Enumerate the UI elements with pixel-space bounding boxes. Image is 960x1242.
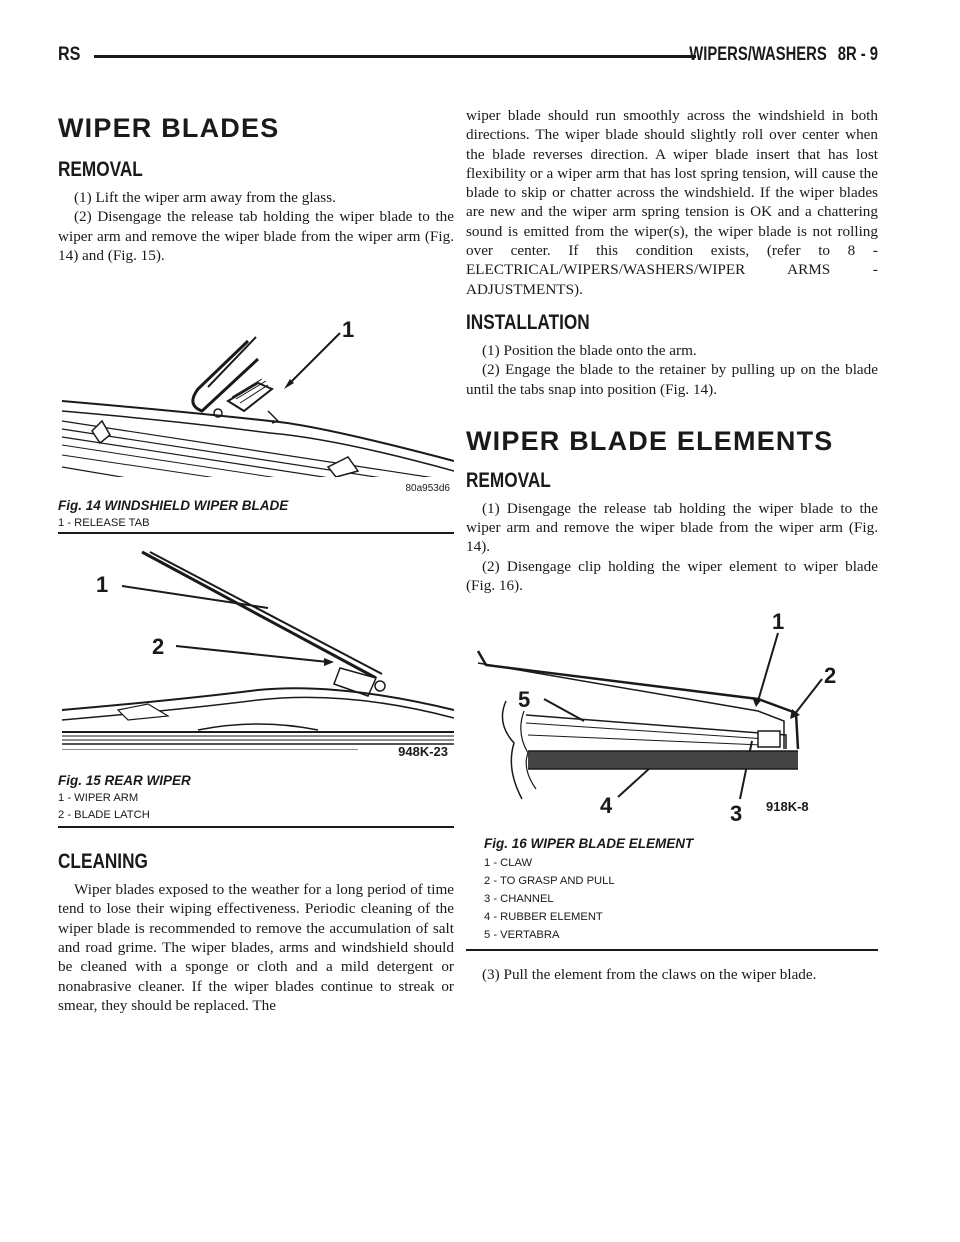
header-page-number: 8R - 9 <box>837 44 878 65</box>
removal2-step-1: (1) Disengage the release tab holding the wiper blade to the wiper arm and remove the wiper blade from the wiper arm (Fig. 14). <box>466 499 878 556</box>
fig14-caption: Fig. 14 WINDSHIELD WIPER BLADE <box>58 498 289 514</box>
fig16-caption: Fig. 16 WIPER BLADE ELEMENT <box>484 836 694 852</box>
header-manual-code: RS <box>58 44 81 65</box>
fig15-legend-2: 2 - BLADE LATCH <box>58 809 150 822</box>
fig14-callout-1: 1 <box>342 317 355 343</box>
right-column <box>466 106 878 985</box>
fig14-legend-1: 1 - RELEASE TAB <box>58 517 150 530</box>
figure-15 <box>58 550 454 828</box>
figure-16 <box>466 603 878 951</box>
cleaning-text: Wiper blades exposed to the weather for a long period of time tend to lose their wiping effectiveness. Periodic cleaning of the wiper blade is recommended to remove the accumulation of salt and road grime. The wiper blades, arms and windshield should be cleaned with a sponge or cloth and a mild detergent or nonabrasive cleaner. If the wiper blades continue to streak or smear, they should be replaced. The <box>58 881 454 1014</box>
removal-heading: REMOVAL <box>58 158 143 181</box>
fig16-legend-1: 1 - CLAW <box>484 857 533 870</box>
fig14-id: 80a953d6 <box>405 483 450 495</box>
fig16-callout-2: 2 <box>824 663 837 689</box>
fig16-legend-5: 5 - VERTABRA <box>484 929 560 942</box>
left-column <box>58 106 454 1015</box>
fig15-callout-2: 2 <box>152 634 165 660</box>
removal2-step-2: (2) Disengage clip holding the wiper element to wiper blade (Fig. 16). <box>466 557 878 595</box>
header-rule <box>94 55 696 58</box>
fig15-legend-1: 1 - WIPER ARM <box>58 792 139 805</box>
cleaning-text-continued: wiper blade should run smoothly across the windshield in both directions. The wiper blade should slightly roll over center when the blade reverses direction. A wiper blade insert that has lost flexibility or a wiper arm that has lost spring tension, will cause the blade to skip or chatter across the windshield. If the wiper blades are new and the wiper arm spring tension is OK and a chattering sound is emitted from the wiper(s), the wiper blade is not rolling over center. If this condition exists, (refer to 8 - ELECTRICAL/WIPERS/WASHERS/WIPER ARMS - ADJUSTMENTS). <box>466 107 878 298</box>
removal2-step-3: (3) Pull the element from the claws on the wiper blade. <box>482 966 817 984</box>
fig16-callout-4: 4 <box>600 793 613 819</box>
page-header <box>58 44 878 66</box>
fig16-callout-5: 5 <box>518 687 531 713</box>
fig16-legend-3: 3 - CHANNEL <box>484 893 554 906</box>
removal-step-2: (2) Disengage the release tab holding the wiper blade to the wiper arm and remove the wiper blade from the wiper arm (Fig. 14) and (Fig. 15). <box>58 208 454 264</box>
fig16-legend-2: 2 - TO GRASP AND PULL <box>484 875 615 888</box>
installation-step-2: (2) Engage the blade to the retainer by pulling up on the blade until the tabs snap into position (Fig. 14). <box>466 361 878 398</box>
section-title-wiper-blades: WIPER BLADES <box>58 113 280 143</box>
fig16-legend-4: 4 - RUBBER ELEMENT <box>484 911 603 924</box>
installation-heading: INSTALLATION <box>466 310 590 334</box>
fig16-id: 918K-8 <box>766 799 809 815</box>
wiper-blade-element-illustration <box>466 603 878 833</box>
figure-14 <box>58 271 454 534</box>
fig15-id: 948K-23 <box>398 744 448 760</box>
section-title-wiper-blade-elements: WIPER BLADE ELEMENTS <box>466 425 834 456</box>
fig15-caption: Fig. 15 REAR WIPER <box>58 773 191 789</box>
fig16-callout-3: 3 <box>730 801 743 827</box>
fig16-callout-1: 1 <box>772 609 785 635</box>
removal-step-1: (1) Lift the wiper arm away from the glass. <box>74 189 336 206</box>
rear-wiper-illustration <box>58 550 454 750</box>
fig15-callout-1: 1 <box>96 572 109 598</box>
removal2-heading: REMOVAL <box>466 468 551 492</box>
cleaning-heading: CLEANING <box>58 850 148 874</box>
header-section <box>689 44 878 66</box>
windshield-wiper-blade-illustration <box>58 271 454 477</box>
header-section-title: WIPERS/WASHERS <box>689 44 827 65</box>
installation-step-1: (1) Position the blade onto the arm. <box>482 341 697 359</box>
